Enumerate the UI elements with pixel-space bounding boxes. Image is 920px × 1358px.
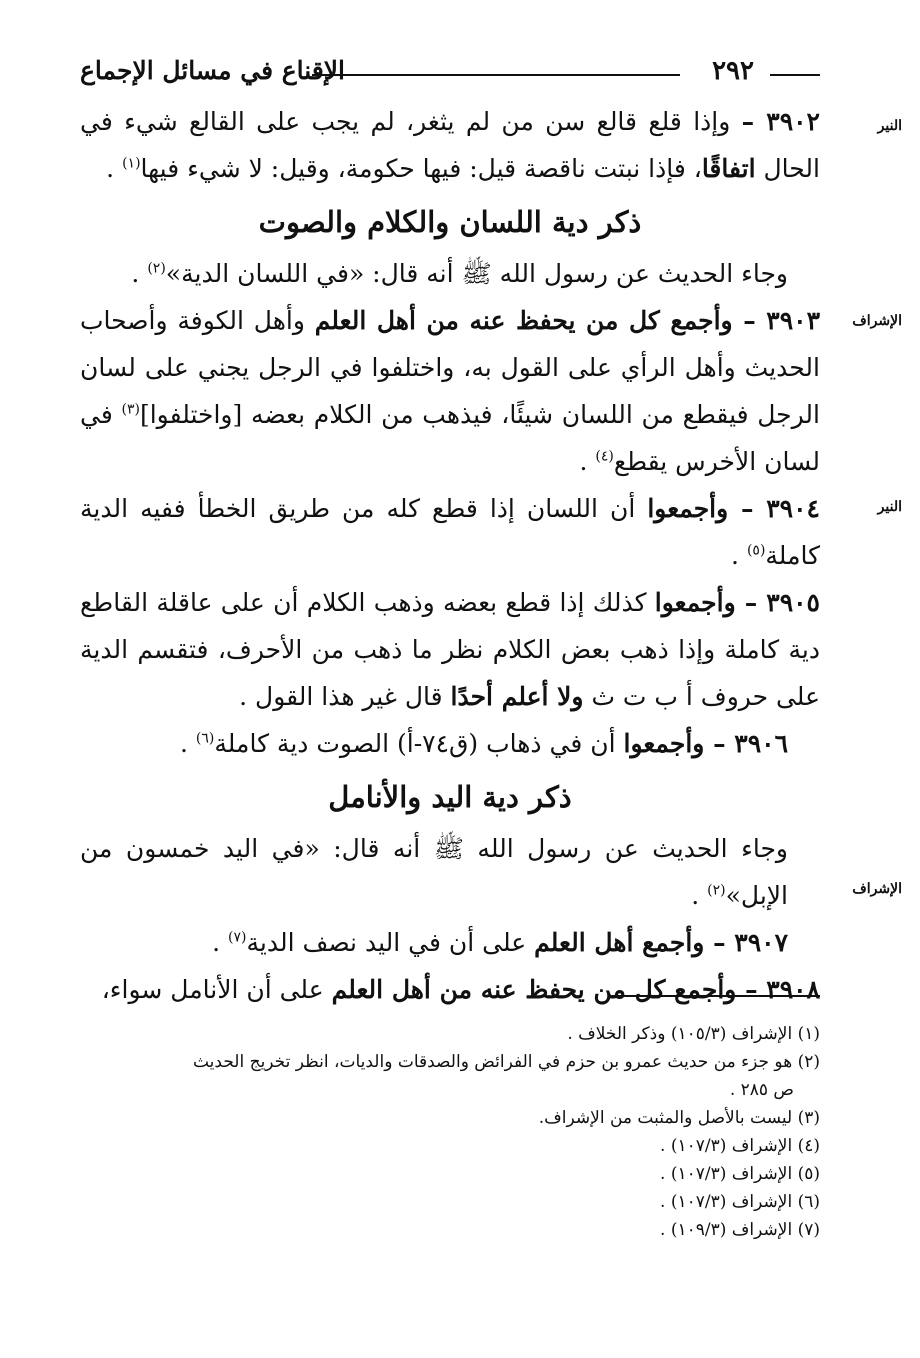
- end-mark: .: [106, 154, 115, 183]
- item-number: ٣٩٠٨ –: [745, 975, 820, 1004]
- text: وإذا قلع قالع سن من لم يثغر، لم يجب على القالع شيء في الحال: [80, 107, 820, 183]
- section-heading: ذكر دية اللسان والكلام والصوت: [258, 205, 642, 239]
- end-mark: .: [691, 881, 700, 910]
- text: أن اللسان إذا قطع كله من طريق الخطأ ففيه الدية كاملة: [80, 494, 820, 570]
- main-text: [80, 98, 820, 1013]
- item-number: ٣٩٠٦ –: [713, 729, 788, 758]
- end-mark: .: [212, 928, 221, 957]
- end-mark: .: [579, 447, 588, 476]
- hadith-paragraph: [80, 825, 820, 919]
- side-label: الإشراف: [852, 313, 902, 329]
- bold-text: وأجمعوا: [654, 588, 745, 617]
- paragraph-3906: [80, 720, 820, 767]
- item-number: ٣٩٠٢ –: [741, 107, 820, 136]
- text: وجاء الحديث عن رسول الله ﷺ أنه قال: «في اللسان الدية»: [165, 259, 788, 288]
- bold-text: وأجمعوا: [623, 729, 714, 758]
- page-number: ٢٩٢: [712, 56, 754, 86]
- bold-text: ولا أعلم أحدًا: [450, 682, 584, 711]
- text: على أن الأنامل سواء،: [101, 975, 332, 1004]
- footnote-ref: (٢): [707, 882, 726, 899]
- running-header: [80, 56, 820, 90]
- text: ، فإذا نبتت ناقصة قيل: فيها حكومة، وقيل: لا شيء فيها: [140, 154, 702, 183]
- section-heading: ذكر دية اليد والأنامل: [328, 780, 572, 814]
- text: كذلك إذا قطع بعضه وذهب الكلام أن على عاقلة القاطع دية كاملة وإذا ذهب بعض الكلام نظر ما ذهب من الأحرف، فتقسم الدية على حروف أ ب ت ث: [80, 588, 820, 711]
- bold-text: وأجمع أهل العلم: [534, 928, 714, 957]
- footnote-ref: (٣): [121, 401, 140, 418]
- footnote-ref: (٤): [595, 448, 614, 465]
- header-rule-right: [770, 74, 820, 76]
- item-number: ٣٩٠٧ –: [713, 928, 788, 957]
- text: في لسان الأخرس يقطع: [80, 400, 820, 476]
- text: قال غير هذا القول .: [239, 682, 451, 711]
- footnote: (٢) هو جزء من حديث عمرو بن حزم في الفرائض والصدقات والديات، انظر تخريج الحديث: [192, 1052, 820, 1072]
- hadith-paragraph: [80, 250, 820, 297]
- paragraph-3904: [80, 485, 820, 579]
- item-number: ٣٩٠٤ –: [740, 494, 820, 523]
- bold-text: اتفاقًا: [701, 154, 756, 183]
- header-rule-left: [312, 74, 680, 76]
- text: أن في ذهاب (ق٧٤-أ) الصوت دية كاملة: [214, 729, 624, 758]
- end-mark: .: [131, 259, 140, 288]
- footnote-ref: (٧): [228, 929, 247, 946]
- footnote: (٥) الإشراف (١٠٧/٣) .: [660, 1164, 820, 1184]
- footnotes: [74, 1020, 820, 1244]
- bold-text: وأجمع كل من يحفظ عنه من أهل العلم: [314, 306, 744, 335]
- end-mark: .: [180, 729, 188, 758]
- footnote-ref: (١): [122, 155, 141, 172]
- paragraph-3902: [80, 98, 820, 192]
- footnote: (٣) ليست بالأصل والمثبت من الإشراف.: [538, 1108, 820, 1128]
- footnote-ref: (٥): [746, 542, 766, 559]
- footnote-separator: [612, 995, 820, 997]
- footnote-ref: (٢): [147, 260, 166, 277]
- footnote: (٦) الإشراف (١٠٧/٣) .: [660, 1192, 820, 1212]
- text: وجاء الحديث عن رسول الله ﷺ أنه قال: «في اليد خمسون من الإبل»: [80, 834, 788, 910]
- footnote: (٤) الإشراف (١٠٧/٣) .: [660, 1136, 820, 1156]
- bold-text: وأجمعوا: [647, 494, 741, 523]
- end-mark: .: [731, 541, 739, 570]
- item-number: ٣٩٠٣ –: [743, 306, 820, 335]
- text: وأهل الكوفة وأصحاب الحديث وأهل الرأي على القول به، واختلفوا في الرجل يجني على لسان الرجل فيقطع من اللسان شيئًا، فيذهب من الكلام بعضه [واختلفوا]: [80, 306, 820, 429]
- side-label: الإشراف: [852, 881, 902, 897]
- book-title: الإقناع في مسائل الإجماع: [80, 56, 345, 85]
- footnote: (١) الإشراف (١٠٥/٣) وذكر الخلاف .: [567, 1024, 820, 1044]
- paragraph-3905: [80, 579, 820, 720]
- paragraph-3907: [80, 919, 820, 966]
- footnote-continuation: ص ٢٨٥ .: [729, 1080, 794, 1100]
- side-label: النير: [877, 118, 902, 134]
- paragraph-3903: [80, 297, 820, 485]
- paragraph-3908: [80, 966, 820, 1013]
- text: على أن في اليد نصف الدية: [246, 928, 535, 957]
- footnote-ref: (٦): [195, 730, 215, 747]
- item-number: ٣٩٠٥ –: [744, 588, 820, 617]
- side-label: النير: [877, 499, 902, 515]
- footnote: (٧) الإشراف (١٠٩/٣) .: [660, 1220, 820, 1240]
- bold-text: وأجمع كل من يحفظ عنه من أهل العلم: [331, 975, 746, 1004]
